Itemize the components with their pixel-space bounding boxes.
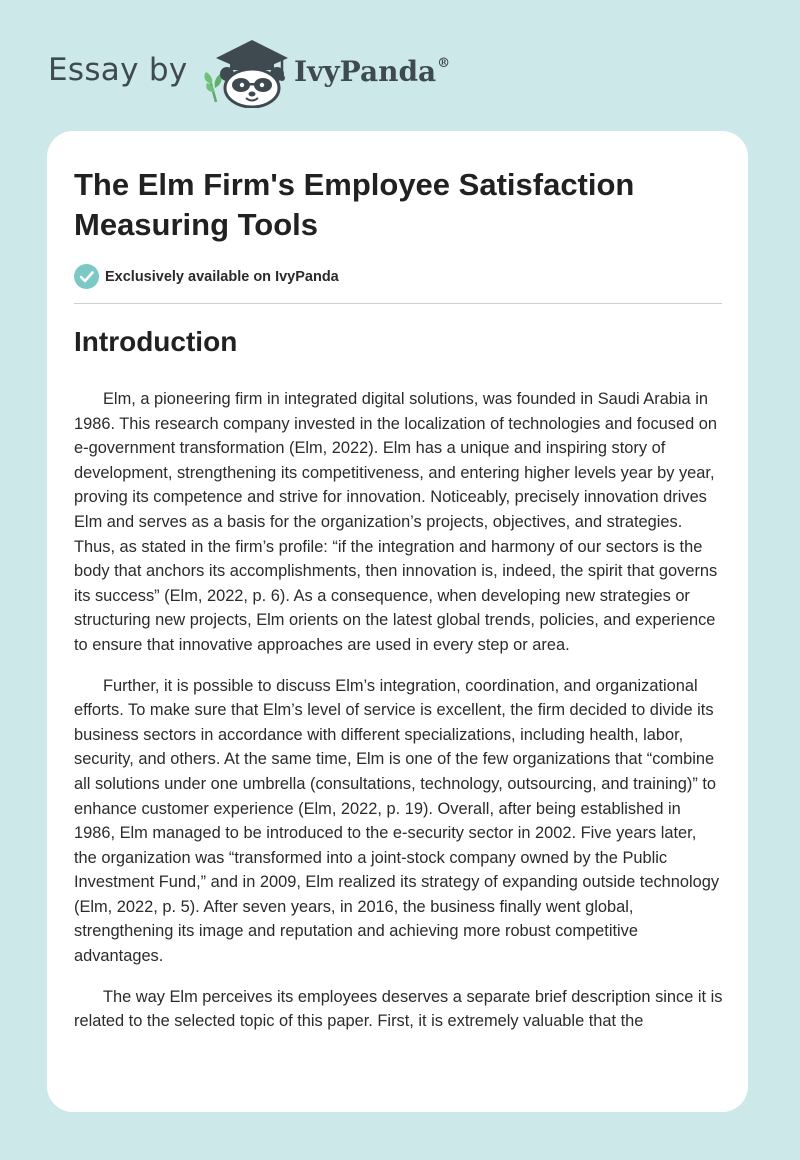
article-card [47, 131, 748, 1112]
article-body [74, 387, 723, 1050]
article-title: The Elm Firm's Employee Satisfaction Measuring Tools [74, 167, 635, 242]
paragraph: Further, it is possible to discuss Elm’s integration, coordination, and organizational efforts. To make sure that Elm’s level of service is excellent, the firm decided to divide its business sectors in accordance with different specializations, including health, labor, security, and others. At the same time, Elm is one of the few organizations that “combine all solutions under one umbrella (consultations, technology, outsourcing, and training)” to enhance customer experience (Elm, 2022, p. 19). Overall, after being established in 1986, Elm managed to be introduced to the e-security sector in 2002. Five years later, the organization was “transformed into a joint-stock company owned by the Public Investment Fund,” and in 2009, Elm realized its strategy of expanding outside technology (Elm, 2022, p. 5). After seven years, in 2016, the business finally went global, strengthening its image and reputation and achieving more robust competitive advantages. [74, 676, 720, 966]
check-circle-icon [74, 264, 99, 289]
registered-mark: ® [437, 56, 451, 71]
site-header [0, 0, 800, 130]
brand-name[interactable]: IvyPanda® [294, 55, 451, 88]
exclusive-badge-text: Exclusively available on IvyPanda [105, 268, 339, 285]
paragraph: Elm, a pioneering firm in integrated digital solutions, was founded in Saudi Arabia in 1986. This research company invested in the localization of technologies and focused on e-government transformation (Elm, 2022). Elm has a unique and inspiring story of development, strengthening its competitiveness, and entering higher levels year by year, proving its competence and strive for innovation. Noticeably, precisely innovation drives Elm and serves as a basis for the organization’s projects, objectives, and strategies. Thus, as stated in the firm’s profile: “if the integration and harmony of our sectors is the body that anchors its accomplishments, then innovation is, indeed, the spirit that governs its success” (Elm, 2022, p. 6). As a consequence, when developing new strategies or structuring new projects, Elm orients on the latest global trends, policies, and experience to ensure that innovative approaches are used in every step or area. [74, 390, 718, 654]
divider [74, 303, 722, 304]
paragraph: The way Elm perceives its employees deserves a separate brief description since it is related to the selected topic of this paper. First, it is extremely valuable that the [74, 987, 723, 1031]
section-heading: Introduction [74, 326, 238, 357]
essay-by-label: Essay by [48, 52, 188, 88]
content-fade-overlay [47, 1052, 748, 1112]
panda-graduate-icon[interactable] [202, 36, 290, 108]
exclusive-badge [74, 264, 339, 289]
